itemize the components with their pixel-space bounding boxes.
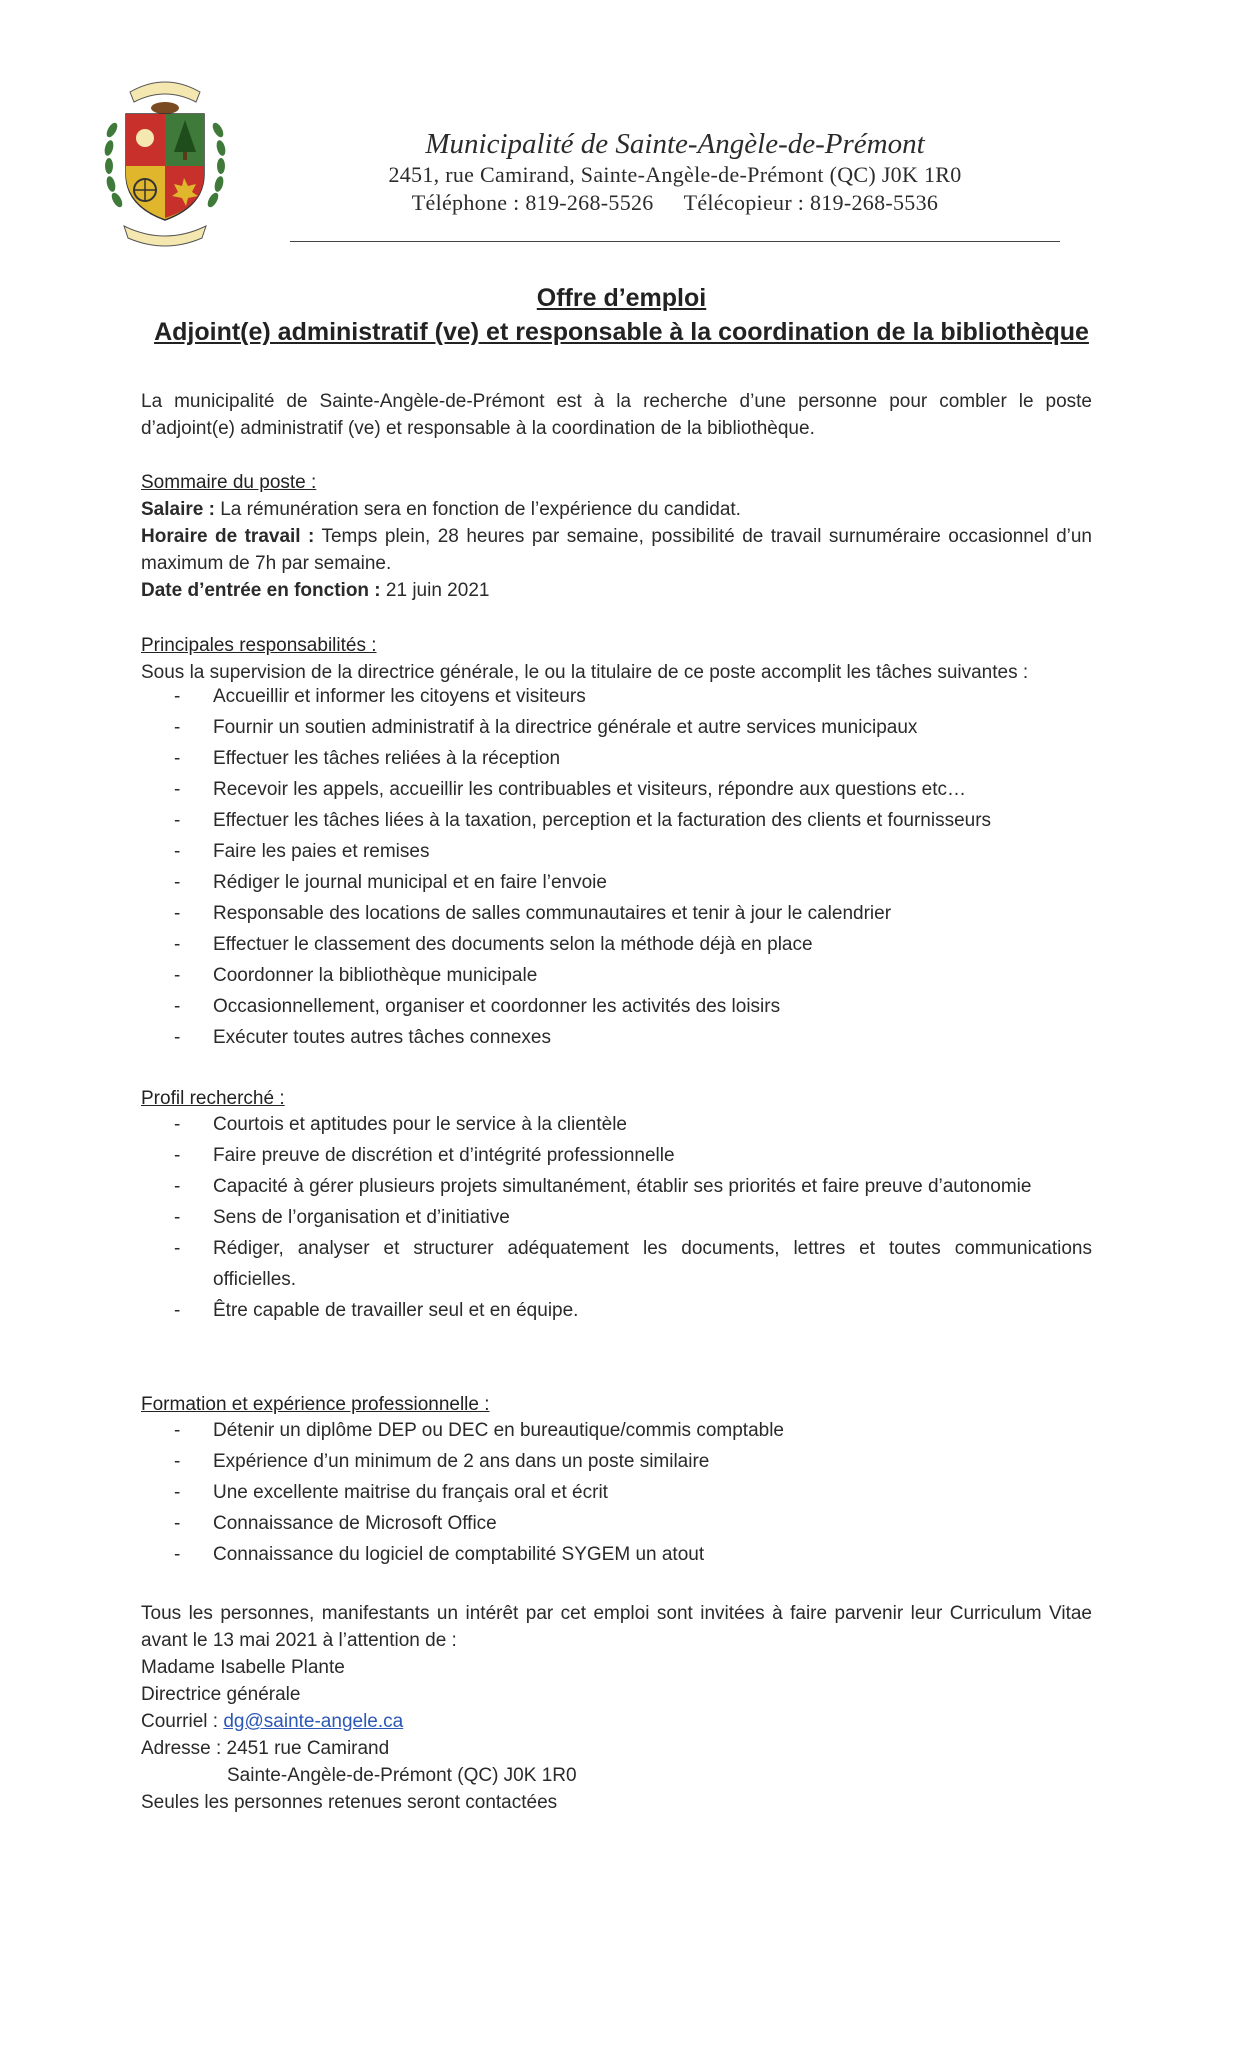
salary-text: La rémunération sera en fonction de l’expérience du candidat. bbox=[214, 499, 741, 520]
responsibilities-list bbox=[141, 681, 1092, 1053]
list-item: - Fournir un soutien administratif à la directrice générale et autre services municipaux bbox=[141, 712, 1092, 743]
list-item: - Courtois et aptitudes pour le service à la clientèle bbox=[141, 1109, 1092, 1140]
list-item: - Exécuter toutes autres tâches connexes bbox=[141, 1022, 1092, 1053]
list-item: - Effectuer les tâches reliées à la réception bbox=[141, 743, 1092, 774]
profile-header bbox=[141, 1085, 1092, 1112]
list-item: - Occasionnellement, organiser et coordonner les activités des loisirs bbox=[141, 991, 1092, 1022]
list-item: - Rédiger, analyser et structurer adéquatement les documents, lettres et toutes communications officielles. bbox=[141, 1233, 1092, 1295]
summary-section bbox=[141, 469, 1092, 604]
list-item: - Faire les paies et remises bbox=[141, 836, 1092, 867]
email-link[interactable]: dg@sainte-angele.ca bbox=[223, 1711, 404, 1732]
municipality-name: Municipalité de Sainte-Angèle-de-Prémont bbox=[425, 128, 925, 160]
responsibilities-header bbox=[141, 632, 1092, 686]
training-heading: Formation et expérience professionnelle : bbox=[141, 1394, 490, 1415]
training-header bbox=[141, 1391, 1092, 1418]
training-list bbox=[141, 1415, 1092, 1570]
start-date-text: 21 juin 2021 bbox=[380, 580, 490, 601]
list-item: - Connaissance de Microsoft Office bbox=[141, 1508, 1092, 1539]
municipal-crest-icon bbox=[102, 70, 228, 252]
phone-number: Téléphone : 819-268-5526 bbox=[411, 190, 654, 215]
closing-section bbox=[141, 1600, 1092, 1816]
schedule-label: Horaire de travail : bbox=[141, 526, 315, 547]
list-item: - Une excellente maitrise du français oral et écrit bbox=[141, 1477, 1092, 1508]
list-item: - Coordonner la bibliothèque municipale bbox=[141, 960, 1092, 991]
salary-label: Salaire : bbox=[141, 499, 215, 520]
list-item: - Effectuer le classement des documents selon la méthode déjà en place bbox=[141, 929, 1092, 960]
intro-paragraph: La municipalité de Sainte-Angèle-de-Prémont est à la recherche d’une personne pour combler le poste d’adjoint(e) administratif (ve) et responsable à la coordination de la bibliothèque. bbox=[141, 391, 1092, 439]
closing-note: Seules les personnes retenues seront contactées bbox=[141, 1792, 558, 1813]
list-item: - Capacité à gérer plusieurs projets simultanément, établir ses priorités et faire preuve d’autonomie bbox=[141, 1171, 1092, 1202]
schedule-text: Temps plein, 28 heures par semaine, possibilité de travail surnuméraire occasionnel d’un maximum de 7h par semaine. bbox=[141, 526, 1092, 574]
list-item: - Être capable de travailler seul et en équipe. bbox=[141, 1295, 1092, 1326]
list-item: - Sens de l’organisation et d’initiative bbox=[141, 1202, 1092, 1233]
list-item: - Faire preuve de discrétion et d’intégrité professionnelle bbox=[141, 1140, 1092, 1171]
contact-name: Madame Isabelle Plante bbox=[141, 1657, 345, 1678]
responsibilities-intro: Sous la supervision de la directrice générale, le ou la titulaire de ce poste accomplit les tâches suivantes : bbox=[141, 662, 1029, 683]
letterhead-divider bbox=[290, 241, 1060, 242]
list-item: - Connaissance du logiciel de comptabilité SYGEM un atout bbox=[141, 1539, 1092, 1570]
list-item: - Recevoir les appels, accueillir les contribuables et visiteurs, répondre aux questions etc… bbox=[141, 774, 1092, 805]
email-label: Courriel : bbox=[141, 1711, 224, 1732]
profile-heading: Profil recherché : bbox=[141, 1088, 285, 1109]
municipality-address: 2451, rue Camirand, Sainte-Angèle-de-Prémont (QC) J0K 1R0 bbox=[388, 162, 962, 187]
list-item: - Responsable des locations de salles communautaires et tenir à jour le calendrier bbox=[141, 898, 1092, 929]
responsibilities-heading: Principales responsabilités : bbox=[141, 635, 377, 656]
fax-number: Télécopieur : 819-268-5536 bbox=[683, 190, 939, 215]
list-item: - Accueillir et informer les citoyens et visiteurs bbox=[141, 681, 1092, 712]
contact-numbers bbox=[280, 190, 1070, 216]
address-line-1: Adresse : 2451 rue Camirand bbox=[141, 1738, 390, 1759]
document-title: Offre d’emploi bbox=[536, 284, 707, 312]
list-item: - Détenir un diplôme DEP ou DEC en bureautique/commis comptable bbox=[141, 1415, 1092, 1446]
contact-title: Directrice générale bbox=[141, 1684, 301, 1705]
profile-list bbox=[141, 1109, 1092, 1326]
closing-paragraph: Tous les personnes, manifestants un intérêt par cet emploi sont invitées à faire parvenir leur Curriculum Vitae avant le 13 mai 2021 à l’attention de : bbox=[141, 1603, 1092, 1651]
position-title: Adjoint(e) administratif (ve) et responsable à la coordination de la bibliothèque bbox=[154, 318, 1089, 346]
summary-heading: Sommaire du poste : bbox=[141, 472, 317, 493]
list-item: - Rédiger le journal municipal et en faire l’envoie bbox=[141, 867, 1092, 898]
start-date-label: Date d’entrée en fonction : bbox=[141, 580, 381, 601]
list-item: - Expérience d’un minimum de 2 ans dans un poste similaire bbox=[141, 1446, 1092, 1477]
list-item: - Effectuer les tâches liées à la taxation, perception et la facturation des clients et fournisseurs bbox=[141, 805, 1092, 836]
address-line-2: Sainte-Angèle-de-Prémont (QC) J0K 1R0 bbox=[227, 1765, 577, 1786]
